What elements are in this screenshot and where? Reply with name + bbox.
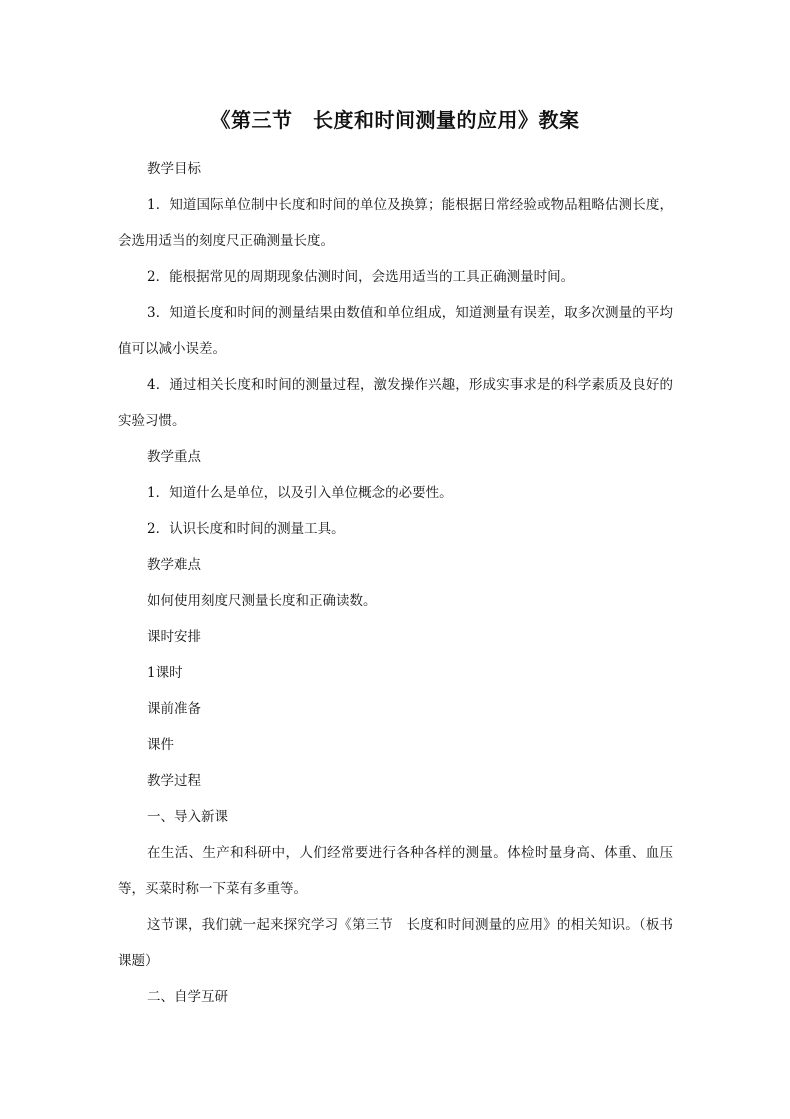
document-title: 《第三节 长度和时间测量的应用》教案 <box>210 108 580 132</box>
section-heading-process: 教学过程 <box>147 773 201 789</box>
section-heading-schedule: 课时安排 <box>147 629 201 645</box>
objective-1: 1．知道国际单位制中长度和时间的单位及换算；能根据日常经验或物品粗略估测长度，会选用适当的刻度尺正确测量长度。 <box>118 197 673 249</box>
section-heading-key-points: 教学重点 <box>147 449 201 465</box>
process-step-1-heading: 一、导入新课 <box>147 809 228 825</box>
process-step-2-heading: 二、自学互研 <box>147 989 228 1005</box>
section-heading-preparation: 课前准备 <box>147 701 201 717</box>
process-topic-text: 这节课，我们就一起来探究学习《第三节 长度和时间测量的应用》的相关知识。（板书课题） <box>118 917 673 969</box>
process-intro-text: 在生活、生产和科研中，人们经常要进行各种各样的测量。体检时量身高、体重、血压等，买菜时称一下菜有多重等。 <box>118 845 673 897</box>
document-body <box>118 151 673 1015</box>
objective-2: 2．能根据常见的周期现象估测时间，会选用适当的工具正确测量时间。 <box>147 269 575 285</box>
section-heading-objectives: 教学目标 <box>147 161 201 177</box>
objective-4: 4．通过相关长度和时间的测量过程，激发操作兴趣，形成实事求是的科学素质及良好的实验习惯。 <box>118 377 673 429</box>
objective-3: 3．知道长度和时间的测量结果由数值和单位组成，知道测量有误差，取多次测量的平均值可以减小误差。 <box>118 305 673 357</box>
key-point-1: 1．知道什么是单位，以及引入单位概念的必要性。 <box>147 485 453 501</box>
preparation-text: 课件 <box>147 737 174 753</box>
key-point-2: 2．认识长度和时间的测量工具。 <box>147 521 345 537</box>
schedule-text: 1课时 <box>147 665 183 681</box>
section-heading-difficulties: 教学难点 <box>147 557 201 573</box>
difficulty-text: 如何使用刻度尺测量长度和正确读数。 <box>147 593 377 609</box>
